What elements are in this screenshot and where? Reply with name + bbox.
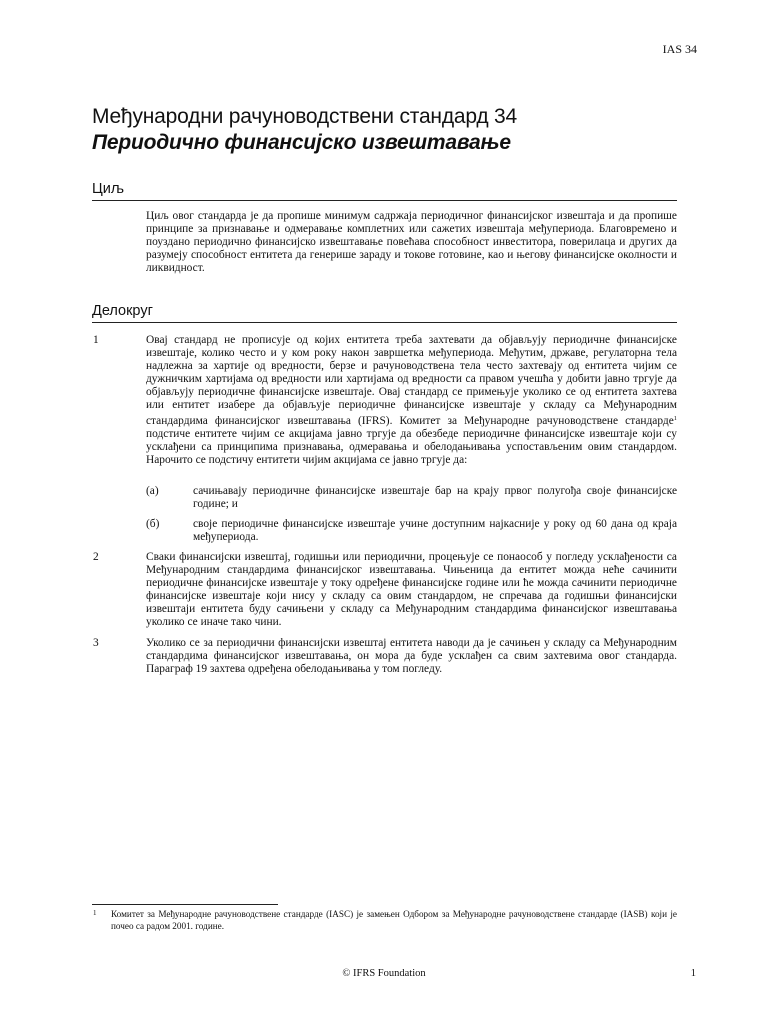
- document-code: IAS 34: [662, 42, 697, 56]
- objective-paragraph: Циљ овог стандарда је да пропише минимум садржаја периодичног финансијског извештаја и да пропише принципе за признавање и одмеравање комплетних или сажетих извештаја међупериода. Благовремено и поуздано периодично финансијско извештавање повећава способност инвеститора, поверилаца и других да разумеју способност ентитета да генерише зараду и токове готовине, као и његову финансијске околности и ликвидност.: [146, 210, 677, 275]
- scope-paragraph-2: Сваки финансијски извештај, годишњи или периодични, процењује се понаособ у погледу усклађености са Међународним стандардима финансијског извештавања. Чињеница да ентитет можда неће сачинити периодичне финансијске извештаје у току одређене финансијске године или ће можда сачинити периодичне финансијске извештаје који нису у складу са овим стандардом, не спречава да годишњи финансијски извештаји ентитета буду сачињени у складу са Међународним стандардима финансијског извештавања уколико се иначе тако чини.: [146, 551, 677, 629]
- paragraph-number: 1: [93, 334, 99, 346]
- list-item-b: своје периодичне финансијске извештаје учине доступним најкасније у року од 60 дана од краја међупериода.: [193, 518, 677, 544]
- page-title: Међународни рачуноводствени стандард 34: [92, 105, 517, 128]
- section-heading-objective: Циљ: [92, 180, 677, 201]
- page-number: 1: [690, 968, 696, 979]
- scope-paragraph-1: [146, 334, 677, 467]
- footnote-number: 1: [93, 909, 97, 917]
- paragraph-number: 2: [93, 551, 99, 563]
- title-block: [92, 104, 682, 156]
- list-item-label-a: (а): [146, 485, 159, 497]
- list-item-label-b: (б): [146, 518, 160, 530]
- footnote-reference: 1: [673, 415, 677, 423]
- list-item-a: сачињавају периодичне финансијске извештаје бар на крају првог полугођа своје финансијске године; и: [193, 485, 677, 511]
- footnote-text: Комитет за Међународне рачуноводствене стандарде (IASC) је замењен Одбором за Међународне рачуноводствене стандарде (IASB) који је почео са радом 2001. године.: [111, 909, 677, 932]
- footnote-divider: [92, 904, 278, 905]
- paragraph-number: 3: [93, 637, 99, 649]
- section-heading-scope: Делокруг: [92, 302, 677, 323]
- page-subtitle: Периодично финансијско извештавање: [92, 131, 511, 154]
- footer-copyright: © IFRS Foundation: [342, 968, 426, 979]
- scope-paragraph-3: Уколико се за периодични финансијски извештај ентитета наводи да је сачињен у складу са Међународним стандардима финансијског извештавања, он мора да буде усклађен са свим захтевима овог стандарда. Параграф 19 захтева одређена обелодањивања у том погледу.: [146, 637, 677, 676]
- scope-paragraph-1-text-a: Овај стандард не прописује од којих ентитета треба захтевати да објављују периодичне финансијске извештаје, колико често и у ком року након завршетка међупериода. Међутим, државе, регулаторна тела надлежна за хартије од вредности, берзе и рачуноводствена тела често захтевају од ентитета чијим се дужничким хартијама од вредности или хартијама од вредности са правом учешћа у добити јавно тргује да објављују периодичне финансијске извештаје. Овај стандард се примењује уколико се од ентитета захтева или ентитет изабере да објављује периодичне финансијске извештаје у складу са Међународним стандардима финансијског извештавања (IFRS). Комитет за Међународне рачуноводствене стандарде: [146, 334, 677, 428]
- scope-paragraph-1-text-b: подстиче ентитете чијим се акцијама јавно тргује да обезбеде периодичне финансијске извештаје који су усклађени са принципима признавања, одмеравања и обелодањивања успостављеним овим стандардом. Нарочито се подстичу ентитети чијим акцијама се јавно тргује да:: [146, 428, 677, 467]
